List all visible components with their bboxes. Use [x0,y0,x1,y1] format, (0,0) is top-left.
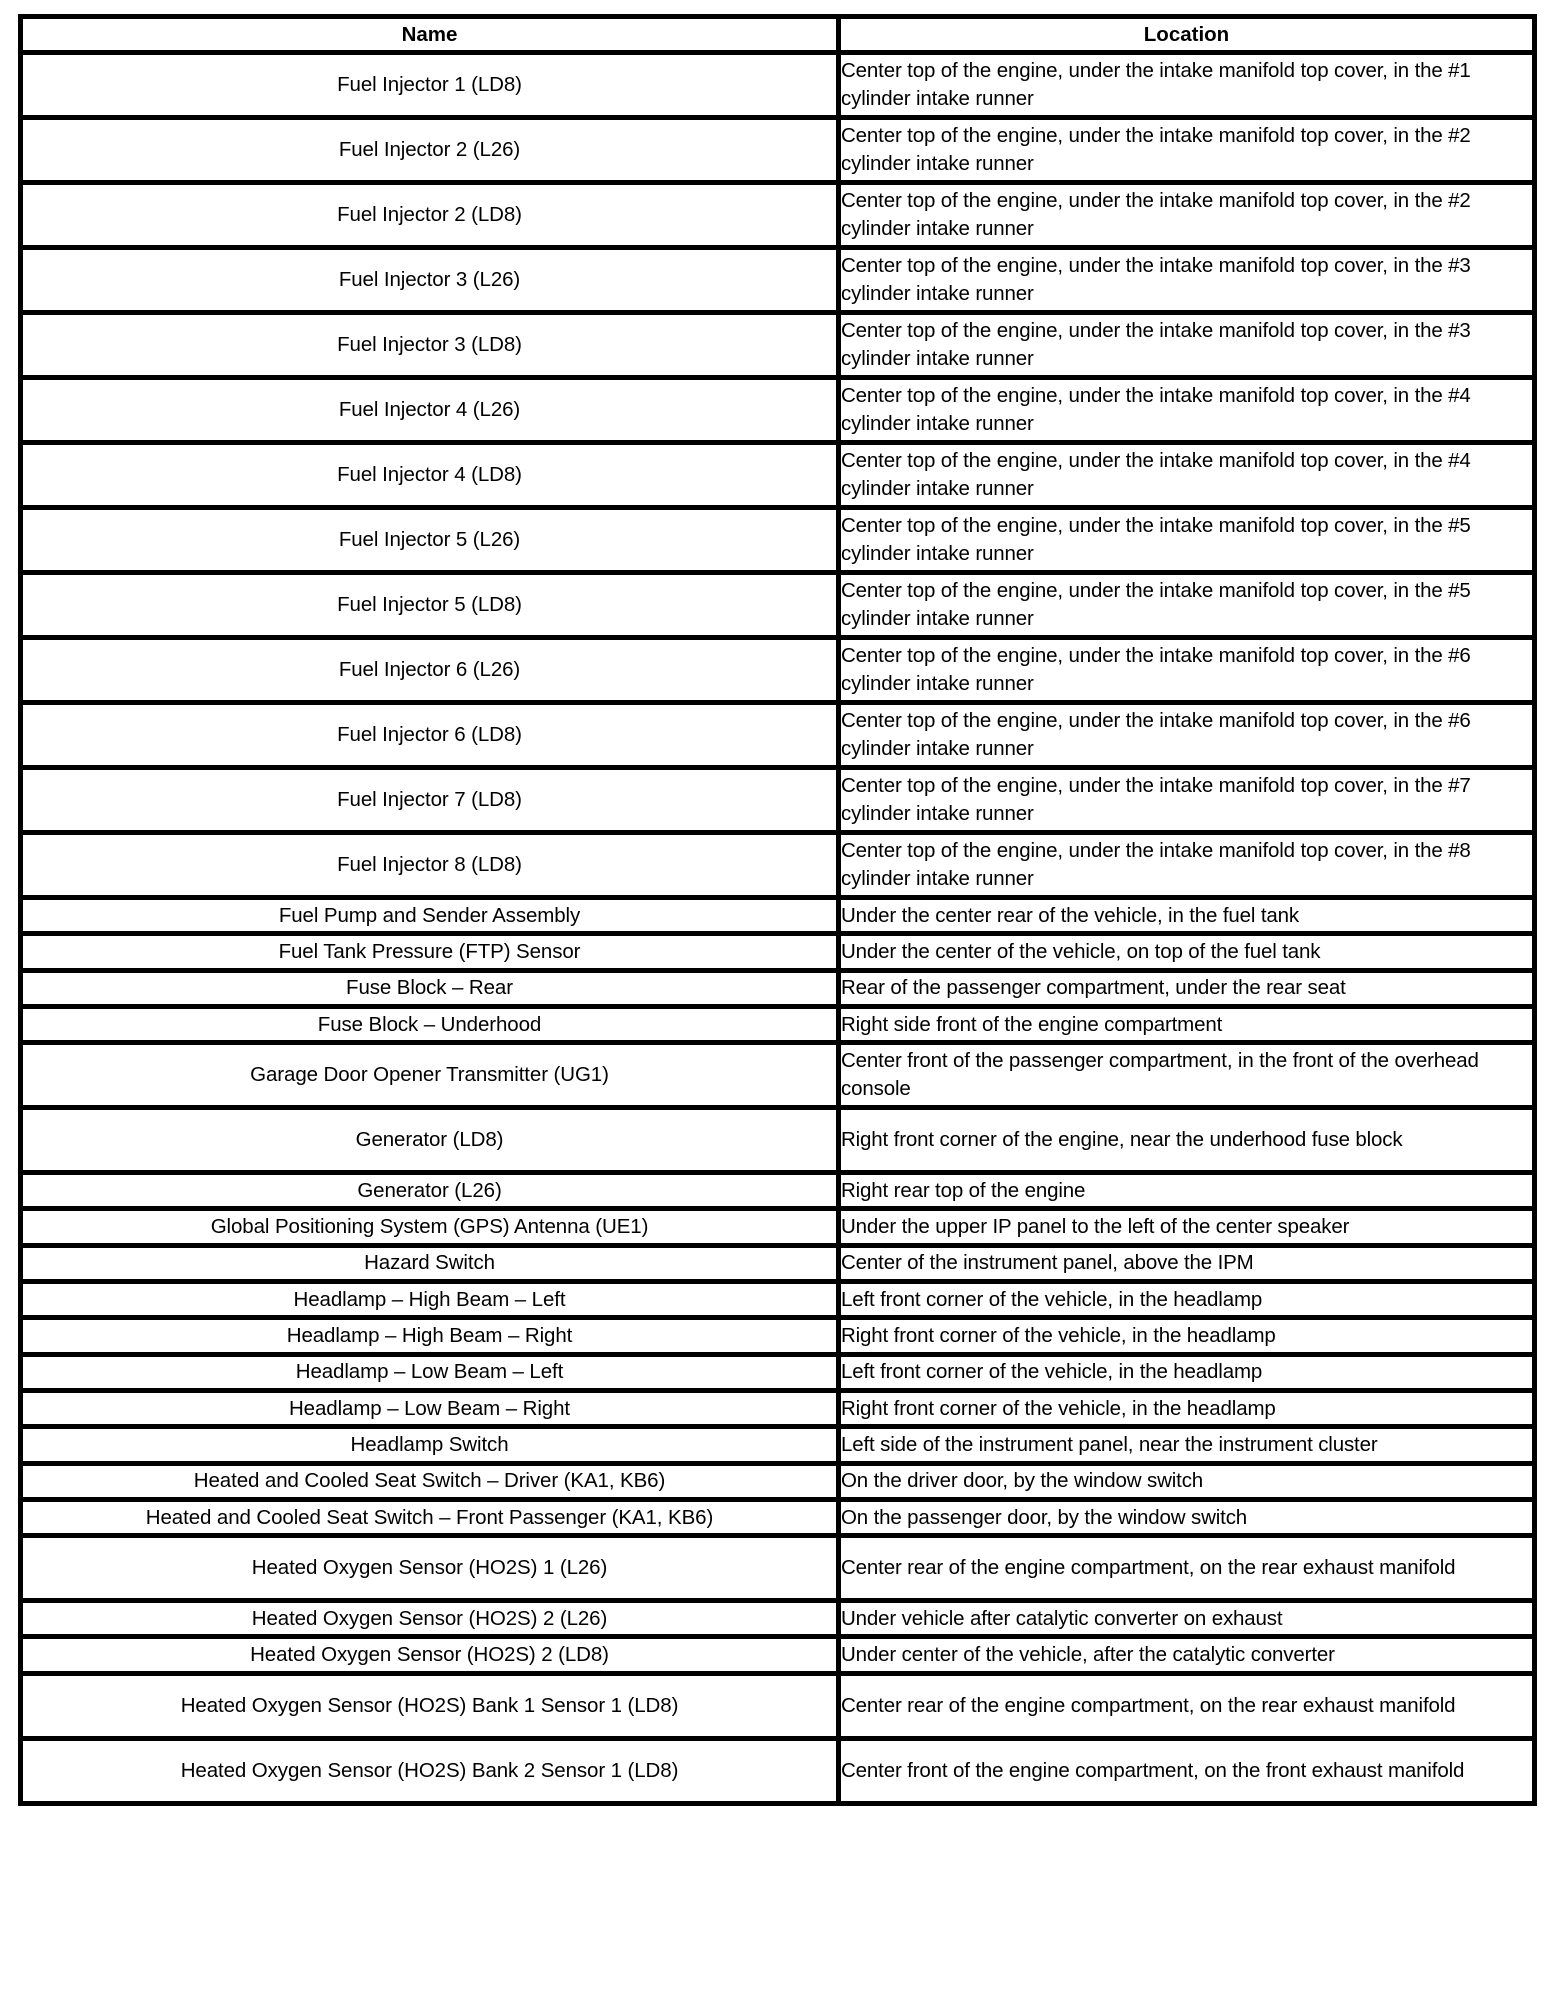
component-name-cell: Fuel Injector 7 (LD8) [21,768,839,833]
component-name-cell: Generator (LD8) [21,1108,839,1173]
table-row [21,1427,1535,1463]
component-location-cell: Center top of the engine, under the intake manifold top cover, in the #6 cylinder intake runner [839,638,1535,703]
component-name-cell: Heated and Cooled Seat Switch – Front Passenger (KA1, KB6) [21,1499,839,1535]
component-location-cell: Center top of the engine, under the intake manifold top cover, in the #2 cylinder intake runner [839,183,1535,248]
component-location-cell: Center top of the engine, under the intake manifold top cover, in the #7 cylinder intake runner [839,768,1535,833]
component-name-cell: Fuel Injector 1 (LD8) [21,53,839,118]
component-name-cell: Fuel Injector 6 (L26) [21,638,839,703]
component-location-cell: Under center of the vehicle, after the catalytic converter [839,1637,1535,1673]
component-name-cell: Fuel Tank Pressure (FTP) Sensor [21,934,839,970]
component-name-cell: Garage Door Opener Transmitter (UG1) [21,1043,839,1108]
component-location-cell: On the passenger door, by the window switch [839,1499,1535,1535]
component-location-cell: Center top of the engine, under the intake manifold top cover, in the #4 cylinder intake runner [839,378,1535,443]
table-row [21,1209,1535,1245]
component-name-cell: Fuel Injector 4 (L26) [21,378,839,443]
table-row [21,1282,1535,1318]
component-name-cell: Fuel Injector 3 (LD8) [21,313,839,378]
table-row [21,1499,1535,1535]
component-name-cell: Fuel Injector 8 (LD8) [21,833,839,898]
component-location-cell: Center top of the engine, under the intake manifold top cover, in the #5 cylinder intake runner [839,508,1535,573]
table-row [21,1354,1535,1390]
component-location-cell: Right front corner of the engine, near the underhood fuse block [839,1108,1535,1173]
component-name-cell: Fuel Injector 4 (LD8) [21,443,839,508]
component-location-cell: Center top of the engine, under the intake manifold top cover, in the #4 cylinder intake runner [839,443,1535,508]
table-row [21,768,1535,833]
component-name-cell: Fuel Injector 2 (LD8) [21,183,839,248]
component-name-cell: Fuel Injector 6 (LD8) [21,703,839,768]
table-row [21,703,1535,768]
component-location-cell: Center top of the engine, under the intake manifold top cover, in the #1 cylinder intake runner [839,53,1535,118]
component-name-cell: Heated Oxygen Sensor (HO2S) 2 (LD8) [21,1637,839,1673]
header-row [21,17,1535,53]
table-row [21,1536,1535,1601]
component-name-cell: Fuel Injector 2 (L26) [21,118,839,183]
table-row [21,1673,1535,1738]
table-row [21,313,1535,378]
table-row [21,934,1535,970]
table-row [21,378,1535,443]
component-name-cell: Fuel Pump and Sender Assembly [21,898,839,934]
component-name-cell: Heated and Cooled Seat Switch – Driver (KA1, KB6) [21,1463,839,1499]
table-row [21,1390,1535,1426]
table-row [21,1173,1535,1209]
component-name-cell: Global Positioning System (GPS) Antenna (UE1) [21,1209,839,1245]
table-row [21,638,1535,703]
table-body [21,53,1535,1804]
component-location-cell: Left side of the instrument panel, near the instrument cluster [839,1427,1535,1463]
table-row [21,898,1535,934]
component-name-cell: Headlamp – Low Beam – Right [21,1390,839,1426]
component-location-cell: Center top of the engine, under the intake manifold top cover, in the #5 cylinder intake runner [839,573,1535,638]
component-name-cell: Fuse Block – Underhood [21,1006,839,1042]
component-location-cell: Center rear of the engine compartment, on the rear exhaust manifold [839,1536,1535,1601]
table-row [21,1245,1535,1281]
component-location-table [18,14,1537,1806]
component-name-cell: Headlamp – Low Beam – Left [21,1354,839,1390]
table-row [21,1738,1535,1803]
header-name: Name [21,17,839,53]
component-name-cell: Hazard Switch [21,1245,839,1281]
component-name-cell: Fuel Injector 5 (L26) [21,508,839,573]
component-location-cell: Under the center rear of the vehicle, in the fuel tank [839,898,1535,934]
component-location-cell: On the driver door, by the window switch [839,1463,1535,1499]
component-location-cell: Left front corner of the vehicle, in the headlamp [839,1354,1535,1390]
component-location-cell: Center top of the engine, under the intake manifold top cover, in the #6 cylinder intake runner [839,703,1535,768]
table-row [21,1463,1535,1499]
table-row [21,1043,1535,1108]
component-name-cell: Fuse Block – Rear [21,970,839,1006]
table-row [21,1637,1535,1673]
table-row [21,248,1535,313]
table-row [21,1108,1535,1173]
component-location-cell: Center rear of the engine compartment, on the rear exhaust manifold [839,1673,1535,1738]
table-row [21,53,1535,118]
component-location-cell: Center top of the engine, under the intake manifold top cover, in the #8 cylinder intake runner [839,833,1535,898]
component-location-cell: Under the upper IP panel to the left of the center speaker [839,1209,1535,1245]
component-location-cell: Center top of the engine, under the intake manifold top cover, in the #3 cylinder intake runner [839,248,1535,313]
component-location-cell: Right front corner of the vehicle, in the headlamp [839,1318,1535,1354]
component-name-cell: Heated Oxygen Sensor (HO2S) Bank 2 Sensor 1 (LD8) [21,1738,839,1803]
component-location-cell: Left front corner of the vehicle, in the headlamp [839,1282,1535,1318]
component-name-cell: Generator (L26) [21,1173,839,1209]
component-name-cell: Headlamp Switch [21,1427,839,1463]
component-location-cell: Center top of the engine, under the intake manifold top cover, in the #3 cylinder intake runner [839,313,1535,378]
table-row [21,1318,1535,1354]
component-name-cell: Fuel Injector 3 (L26) [21,248,839,313]
table-row [21,833,1535,898]
table-row [21,1601,1535,1637]
table-row [21,118,1535,183]
table-row [21,970,1535,1006]
component-location-cell: Center front of the passenger compartment, in the front of the overhead console [839,1043,1535,1108]
component-name-cell: Fuel Injector 5 (LD8) [21,573,839,638]
component-location-cell: Under vehicle after catalytic converter on exhaust [839,1601,1535,1637]
component-location-cell: Center front of the engine compartment, on the front exhaust manifold [839,1738,1535,1803]
table-row [21,183,1535,248]
component-location-cell: Center top of the engine, under the intake manifold top cover, in the #2 cylinder intake runner [839,118,1535,183]
component-name-cell: Heated Oxygen Sensor (HO2S) 2 (L26) [21,1601,839,1637]
component-name-cell: Headlamp – High Beam – Left [21,1282,839,1318]
component-name-cell: Heated Oxygen Sensor (HO2S) 1 (L26) [21,1536,839,1601]
component-location-cell: Center of the instrument panel, above the IPM [839,1245,1535,1281]
header-location: Location [839,17,1535,53]
table-header [21,17,1535,53]
table-row [21,573,1535,638]
component-location-cell: Right rear top of the engine [839,1173,1535,1209]
component-name-cell: Heated Oxygen Sensor (HO2S) Bank 1 Sensor 1 (LD8) [21,1673,839,1738]
component-name-cell: Headlamp – High Beam – Right [21,1318,839,1354]
component-location-cell: Under the center of the vehicle, on top of the fuel tank [839,934,1535,970]
component-location-cell: Right side front of the engine compartment [839,1006,1535,1042]
table-row [21,443,1535,508]
component-location-cell: Right front corner of the vehicle, in the headlamp [839,1390,1535,1426]
table-row [21,508,1535,573]
component-location-cell: Rear of the passenger compartment, under the rear seat [839,970,1535,1006]
table-row [21,1006,1535,1042]
